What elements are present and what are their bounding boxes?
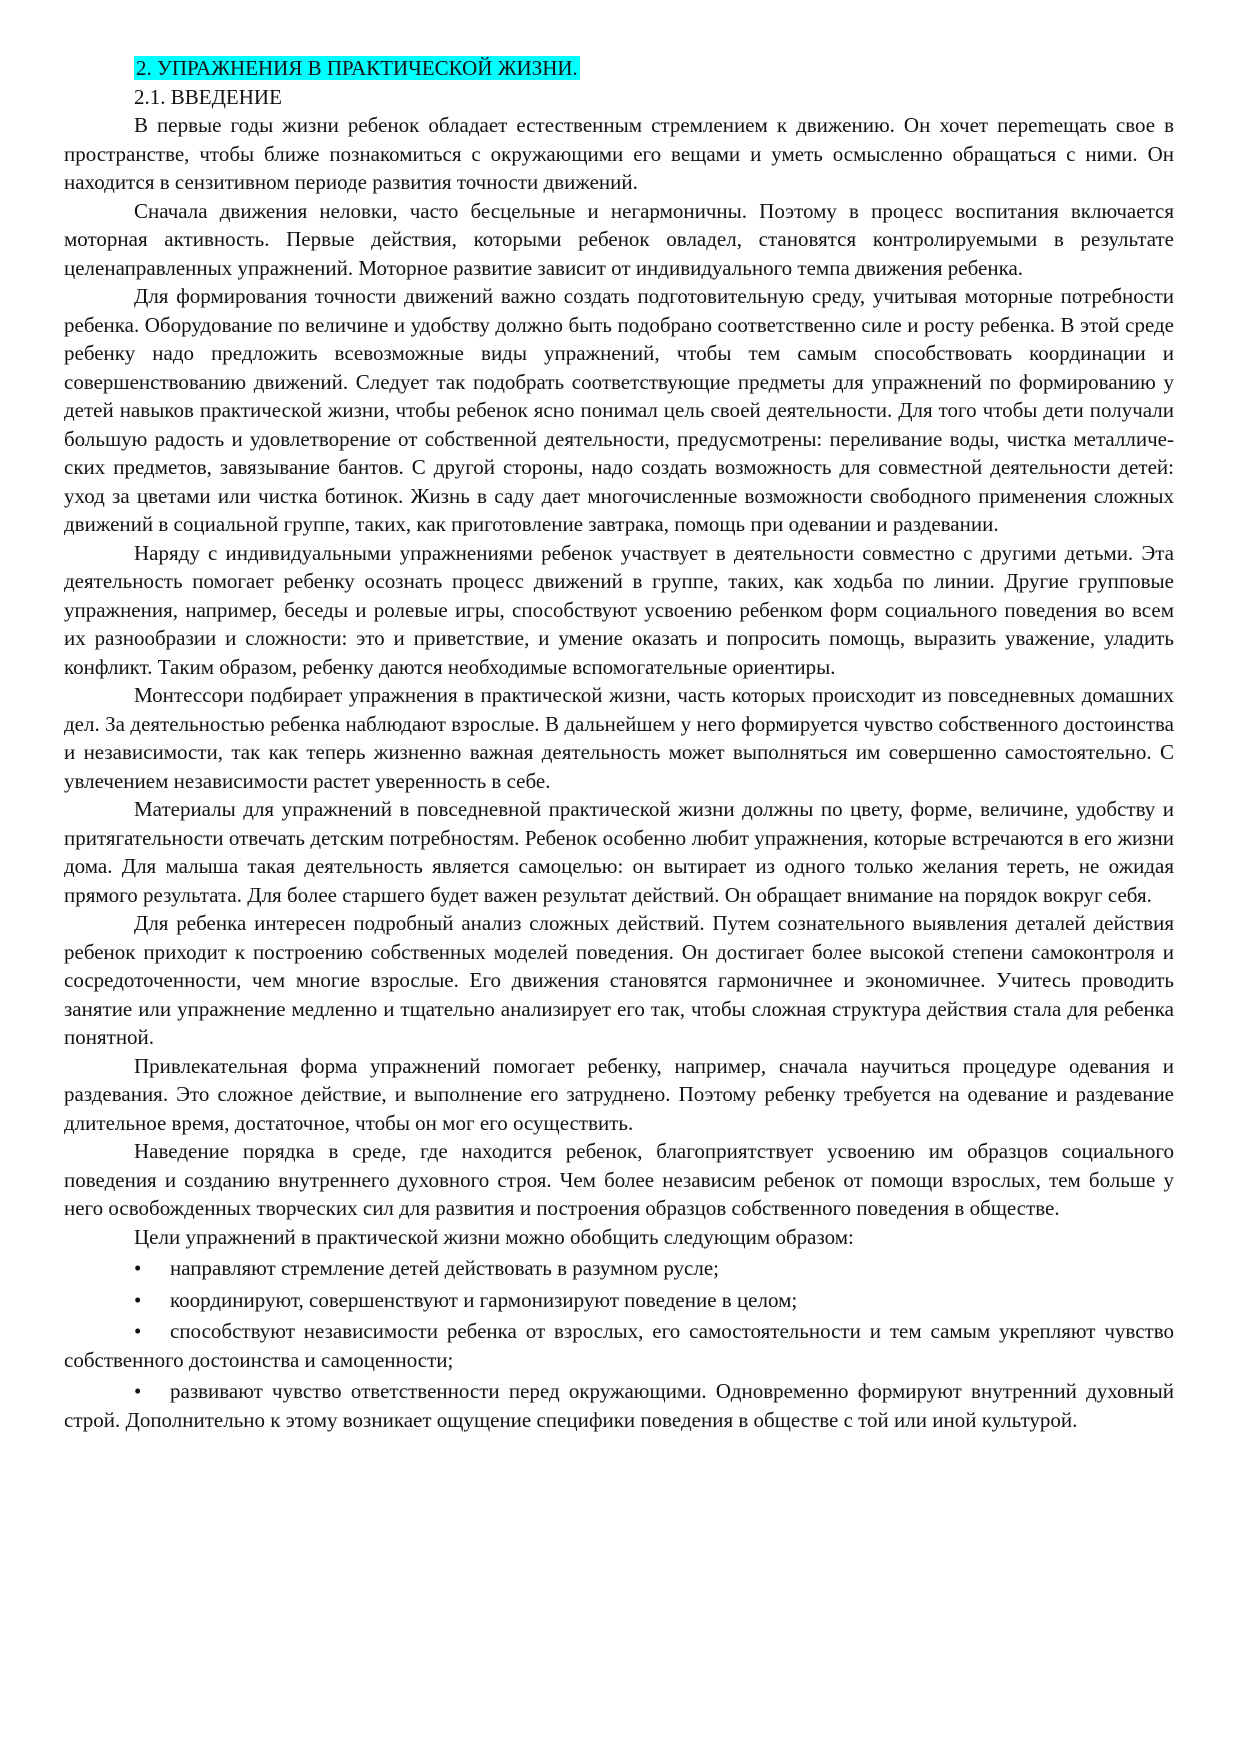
section-heading-text: 2. УПРАЖНЕНИЯ В ПРАКТИЧЕСКОЙ ЖИЗНИ. xyxy=(136,56,578,80)
paragraph: Наряду с индивидуальными упражнениями ребенок участвует в деятельности совместно с другими детьми. Эта деятельность помогает ребенку осознать процесс движений в группе, таких, как ходьба по линии. Другие групповые упражнения, например, беседы и ролевые игры, способствуют усвоению ребенком форм социального поведения во всем их разнообразии и сложности: это и приветствие, и умение оказать и попросить помощь, выразить уважение, уладить конфликт. Таким образом, ребенку даются необходимые вспомогательные ориентиры. xyxy=(64,540,1174,679)
subsection-heading: 2.1. ВВЕДЕНИЕ xyxy=(134,84,282,109)
list-item xyxy=(64,1254,1174,1283)
bullet-icon: • xyxy=(134,1379,142,1403)
bullet-icon: • xyxy=(134,1287,142,1312)
paragraph: Монтессори подбирает упражнения в практической жизни, часть которых происходит из повседневных домашних дел. За деятельностью ребенка наблюдают взрослые. В дальнейшем у него формируется чувство собственного достоинства и независимости, так как теперь жизненно важная деятельность может выполняться им совершенно самостоятельно. С увлечением независимости растет уверенность в себе. xyxy=(64,683,1174,793)
bullet-icon: • xyxy=(134,1256,142,1280)
paragraph: В первые годы жизни ребенок обладает естественным стремлением к движению. Он хочет переmещать свое в пространстве, чтобы ближе познакомиться с окружающими его вещами и уметь осмысленно обращаться с ними. Он находится в сензитивном периоде развития точности движений. xyxy=(64,113,1174,194)
paragraph: Материалы для упражнений в повседневной практической жизни должны по цвету, форме, величине, удобству и притягательности отвечать детским потребностям. Ребенок особенно любит упражнения, которые встречаются в его жизни дома. Для малыша такая деятельность является самоцелью: он вытирает из одного только желания тереть, не ожидая прямого результата. Для более старшего будет важен результат действий. Он обращает внимание на порядок вокруг себя. xyxy=(64,797,1174,907)
section-heading xyxy=(134,54,1174,83)
goals-intro: Цели упражнений в практической жизни можно обобщить следующим образом: xyxy=(134,1224,854,1249)
bullet-icon: • xyxy=(134,1319,142,1343)
list-item-text: направляют стремление детей действовать в разумном русле; xyxy=(170,1256,720,1280)
list-item-text: координируют, совершенствуют и гармонизируют поведение в целом; xyxy=(170,1287,798,1312)
paragraph: Сначала движения неловки, часто бесцельные и негармоничны. Поэтому в процесс воспитания включается моторная активность. Первые действия, которыми ребенок овладел, становятся контролируемыми в результате целенаправленных упражнений. Моторное развитие зависит от индивидуального темпа движения ребенка. xyxy=(64,198,1174,280)
list-item-text: способствуют независимости ребенка от взрослых, его самостоятельности и тем самым укрепляют чувство собственного достоинства и самоценности; xyxy=(64,1319,1174,1372)
list-item xyxy=(64,1317,1174,1374)
paragraph: Для формирования точности движений важно создать подготовительную среду, учитывая моторные потребности ребенка. Оборудование по величине и удобству должно быть подобрано соответственно силе и росту ребенка. В этой среде ребенку надо предложить всевозможные виды упражнений, чтобы тем самым способствовать координации и совершенствованию движений. Следует так подобрать соответствующие предметы для упражнений по формированию у детей навыков практической жизни, чтобы ребенок ясно понимал цель своей деятельности. Для того чтобы дети получали большую радость и удовлетворение от собственной деятельности, предусмотрены: переливание воды, чистка металлических предметов, завязывание бантов. С другой стороны, надо создать возможность для совместной деятельности детей: уход за цветами или чистка ботинок. Жизнь в саду дает многочисленные возможности свободного применения сложных движений в социальной группе, таких, как приготовление завтрака, помощь при одевании и раздевании. xyxy=(64,284,1174,536)
paragraph: Для ребенка интересен подробный анализ сложных действий. Путем сознательного выявления деталей действия ребенок приходит к построению собственных моделей поведения. Он достигает более высокой степени самоконтроля и сосредоточенности, чем многие взрослые. Его движения становятся гармоничнее и экономичнее. Учитесь проводить занятие или упражнение медленно и тщательно анализирует его так, чтобы сложная структура действия стала для ребенка понятной. xyxy=(64,911,1174,1049)
paragraph: Наведение порядка в среде, где находится ребенок, благоприятствует усвоению им образцов социального поведения и созданию внутреннего духовного строя. Чем более независим ребенок от помощи взрослых, тем больше у него освобожденных творческих сил для развития и построения образцов собственного поведения в обществе. xyxy=(64,1139,1174,1220)
goals-list xyxy=(64,1254,1174,1434)
document-page xyxy=(64,54,1174,1434)
list-item xyxy=(64,1286,1174,1315)
paragraph: Привлекательная форма упражнений помогает ребенку, например, сначала научиться процедуре одевания и раздевания. Это сложное действие, и выполнение его затруднено. Поэтому ребенку требуется на одевание и раздевание длительное время, достаточное, чтобы он мог его осуществить. xyxy=(64,1053,1174,1135)
list-item-text: развивают чувство ответственности перед окружающими. Одновременно формируют внутренний духовный строй. Дополнительно к этому возникает ощущение специфики поведения в обществе с той или иной культурой. xyxy=(64,1379,1174,1432)
list-item xyxy=(64,1377,1174,1434)
